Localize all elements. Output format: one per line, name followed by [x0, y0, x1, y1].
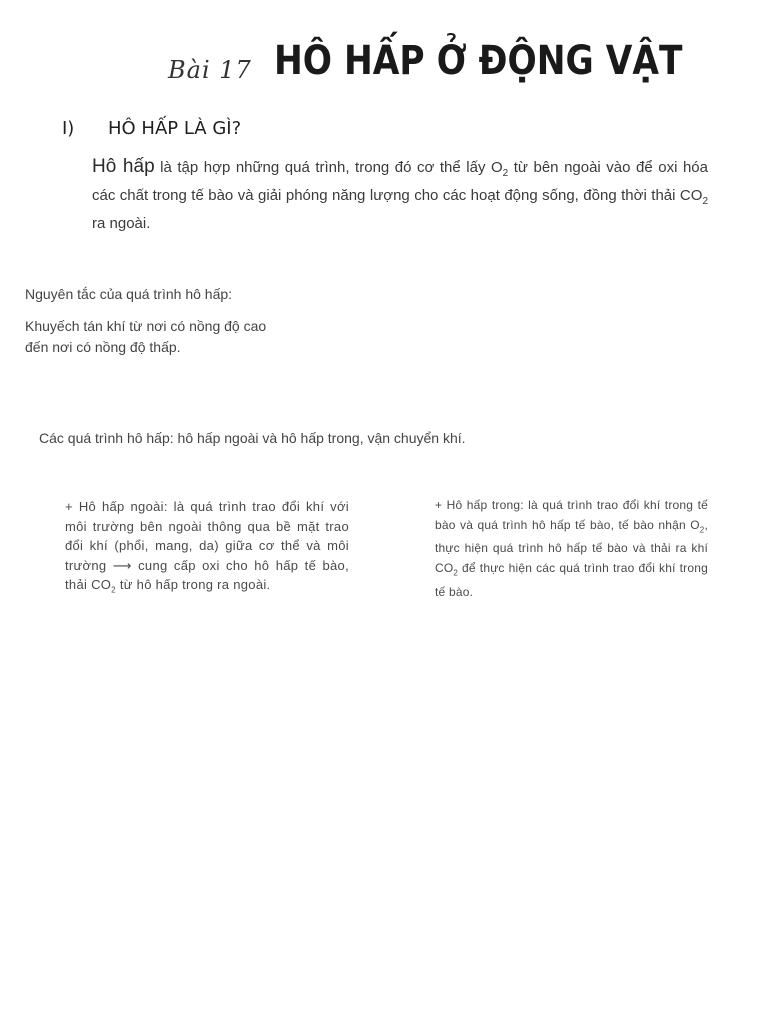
internal-respiration-text [435, 496, 708, 602]
section-heading-text: HÔ HẤP LÀ GÌ? [108, 118, 242, 139]
lesson-label: Bài 17 [168, 56, 252, 84]
definition-text-3: ra ngoài. [92, 215, 151, 232]
internal-respiration-part-2: , thực hiện quá trình hô hấp tế bào và thải ra khí CO [435, 517, 708, 575]
definition-paragraph [92, 156, 708, 235]
definition-text-2: từ bên ngoài vào để oxi hóa các chất trong tế bào và giải phóng năng lượng cho các hoạt động sống, đồng thời thải CO [92, 159, 708, 204]
section-heading [62, 118, 241, 139]
page-title: HÔ HẤP Ở ĐỘNG VẬT [274, 38, 683, 84]
internal-respiration-part-1: + Hô hấp trong: là quá trình trao đổi khí trong tế bào và quá trình hô hấp tế bào, tế bào nhận O [435, 498, 708, 532]
internal-respiration-part-3: để thực hiện các quá trình trao đổi khí trong tế bào. [435, 560, 708, 599]
principle-title: Nguyên tắc của quá trình hô hấp: [25, 286, 233, 302]
internal-respiration-subscript-2: 2 [453, 568, 459, 578]
internal-respiration-subscript-1: 2 [699, 524, 705, 534]
section-number: I) [62, 118, 75, 139]
definition-subscript-1: 2 [502, 168, 509, 179]
external-respiration-part-1: + Hô hấp ngoài: là quá trình trao đổi khí với môi trường bên ngoài thông qua bề mặt trao đổi khí (phổi, mang, da) giữa cơ thể và môi trường ⟶ cung cấp oxi cho hô hấp tế bào, thải CO [65, 499, 349, 592]
definition-subscript-2: 2 [702, 196, 708, 207]
definition-term: Hô hấp [92, 156, 155, 177]
external-respiration-text [65, 497, 349, 600]
processes-text: Các quá trình hô hấp: hô hấp ngoài và hô hấp trong, vận chuyển khí. [39, 430, 466, 446]
principle-text: Khuyếch tán khí từ nơi có nồng độ cao đến nơi có nồng độ thấp. [25, 318, 267, 355]
external-respiration-subscript: 2 [111, 585, 116, 595]
external-respiration-part-2: từ hô hấp trong ra ngoài. [115, 577, 271, 592]
definition-text-1: là tập hợp những quá trình, trong đó cơ thể lấy O [154, 159, 503, 176]
